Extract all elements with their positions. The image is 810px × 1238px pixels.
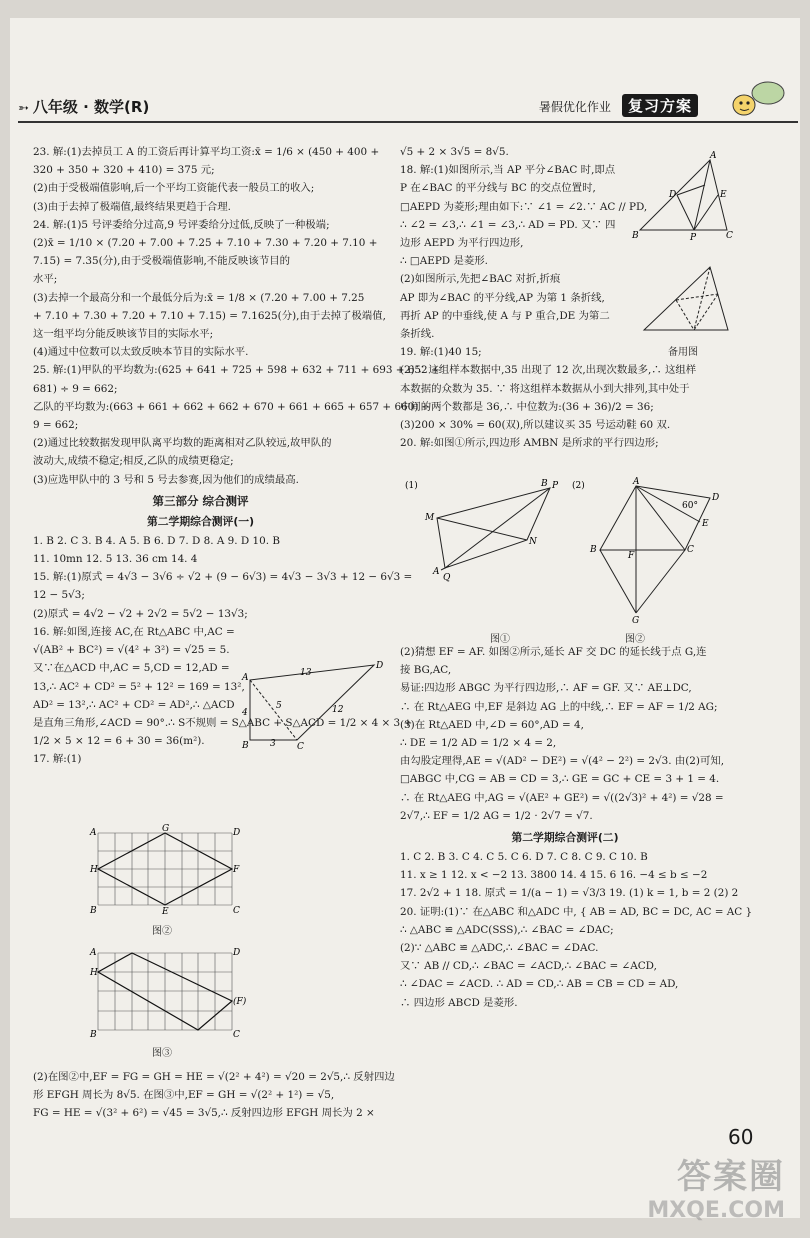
text-line: (4)通过中位数可以太致反映本节目的实际水平.: [33, 346, 249, 359]
header-left: [18, 96, 149, 117]
svg-text:60°: 60°: [682, 501, 698, 511]
text-line: 由勾股定理得,AE = √(AD² − DE²) = √(4² − 2²) = 2√3. 由(2)可知,: [400, 755, 725, 768]
text-line: 接 BG,AC,: [400, 664, 452, 677]
text-line: (3)去掉一个最高分和一个最低分后为:x̄ = 1/8 × (7.20 + 7.00 + 7.25: [33, 291, 365, 304]
text-line: (3)应选甲队中的 3 号和 5 号去参赛,因为他们的成绩最高.: [33, 473, 299, 486]
arrow-icon: ➳: [18, 101, 29, 116]
bee-mascot-icon: [720, 79, 790, 119]
text-line: ∴ 在 Rt△AEG 中,EF 是斜边 AG 上的中线,∴ EF = AF = 1/2 AG;: [400, 700, 718, 713]
text-line: 11. x ≥ 1 12. x < −2 13. 3800 14. 4 15. 6 16. −4 ≤ b ≤ −2: [400, 869, 708, 882]
text-line: 本数据的众数为 35. ∵ 将这组样本数据从小到大排列,其中处于: [400, 382, 690, 395]
text-line: 17. 2√2 + 1 18. 原式 = 1/(a − 1) = √3/3 19. (1) k = 1, b = 2 (2) 2: [400, 887, 739, 900]
svg-text:B: B: [590, 545, 597, 555]
text-line: (2)x̄ = 1/10 × (7.20 + 7.00 + 7.25 + 7.10 + 7.30 + 7.20 + 7.10 +: [33, 237, 378, 250]
text-line: 17. 解:(1): [33, 753, 82, 766]
svg-text:12: 12: [332, 705, 344, 715]
svg-text:F: F: [628, 551, 635, 561]
text-line: 24. 解:(1)5 号评委给分过高,9 号评委给分过低,反映了一种极端;: [33, 218, 330, 231]
text-line: 水平;: [33, 273, 58, 286]
text-line: (2)如图所示,先把∠BAC 对折,折痕: [400, 273, 561, 286]
watermark-logo: 答案圈: [677, 1157, 785, 1197]
svg-text:E: E: [702, 519, 709, 529]
text-line: 16. 解:如图,连接 AC,在 Rt△ABC 中,AC =: [33, 625, 235, 638]
answer-17-part2: [33, 1068, 395, 1123]
text-line: 7.15) = 7.35(分),由于受极端值影响,不能反映该节目的: [33, 255, 290, 268]
text-line: 中间的两个数都是 36,∴ 中位数为:(36 + 36)/2 = 36;: [400, 400, 654, 413]
svg-text:G: G: [632, 616, 640, 626]
text-line: P 在∠BAC 的平分线与 BC 的交点位置时,: [400, 182, 596, 195]
text-line: (2)猜想 EF = AF. 如图②所示,延长 AF 交 DC 的延长线于点 G,连: [400, 646, 707, 658]
text-line: 9 = 662;: [33, 419, 79, 432]
svg-text:D: D: [233, 948, 241, 958]
text-line: 25. 解:(1)甲队的平均数为:(625 + 641 + 725 + 598 + 632 + 711 + 693 + 652 +: [33, 364, 440, 377]
svg-text:A: A: [90, 948, 97, 958]
text-line: 边形 AEPD 为平行四边形,: [400, 237, 524, 250]
text-line: 1. B 2. C 3. B 4. A 5. B 6. D 7. D 8. A 9. D 10. B: [33, 534, 280, 547]
text-line: ∴ △ABC ≌ △ADC(SSS),∴ ∠BAC = ∠DAC;: [400, 923, 614, 936]
text-line: (2)通过比较数据发现甲队离平均数的距离相对乙队较远,故甲队的: [33, 437, 332, 450]
figure-20-parallelogram: [405, 478, 565, 588]
svg-text:13: 13: [300, 668, 312, 678]
text-line: (2)原式 = 4√2 − √2 + 2√2 = 5√2 − 13√3;: [33, 607, 248, 620]
svg-text:A: A: [90, 828, 97, 838]
svg-text:H: H: [90, 968, 98, 978]
test-two-answers: [400, 848, 753, 1012]
svg-text:M: M: [425, 513, 435, 523]
text-line: (3)由于去掉了极端值,最终结果更趋于合理.: [33, 200, 231, 213]
figure-18-rhombus: [632, 150, 733, 243]
text-line: 再折 AP 的中垂线,使 A 与 P 重合,DE 为第二: [400, 309, 610, 322]
svg-text:F: F: [233, 865, 240, 875]
text-line: 23. 解:(1)去掉员工 A 的工资后再计算平均工资:x̄ = 1/6 × (450 + 400 +: [33, 146, 380, 158]
text-line: 18. 解:(1)如图所示,当 AP 平分∠BAC 时,即点: [400, 164, 616, 177]
text-line: ∴ □AEPD 是菱形.: [400, 255, 488, 268]
answer-20-part2: [400, 643, 753, 1012]
page-number: 60: [728, 1125, 754, 1149]
text-line: + 7.10 + 7.30 + 7.20 + 7.10 + 7.15) = 7.1625(分),由于去掉了极端值,: [33, 309, 386, 322]
figure-17-grid-3: [90, 945, 247, 1040]
svg-text:G: G: [162, 824, 170, 834]
figure-18-backup: [636, 262, 736, 337]
text-line: 1. C 2. B 3. C 4. C 5. C 6. D 7. C 8. C 9. C 10. B: [400, 850, 648, 863]
text-line: 又∵ AB // CD,∴ ∠BAC = ∠ACD,∴ ∠BAC = ∠ACD,: [400, 960, 657, 973]
figure-20-kite: [570, 477, 720, 626]
text-line: (2)在图②中,EF = FG = GH = HE = √(2² + 4²) = √20 = 2√5,∴ 反射四边: [33, 1071, 395, 1083]
text-line: 320 + 350 + 320 + 410) = 375 元;: [33, 164, 215, 177]
caption-backup: 备用图: [668, 347, 698, 358]
svg-text:D: D: [376, 661, 384, 671]
text-line: 是直角三角形,∠ACD = 90°.∴ S不规则 = S△ABC + S△ACD = 1/2 × 4 × 3 +: [33, 716, 413, 729]
text-line: 13,∴ AC² + CD² = 5² + 12² = 169 = 13²,: [33, 680, 245, 693]
text-line: FG = HE = √(3² + 6²) = √45 = 3√5,∴ 反射四边形 EFGH 周长为 2 ×: [33, 1107, 375, 1120]
svg-text:B: B: [90, 1030, 97, 1040]
text-line: (2)∵ 这组样本数据中,35 出现了 12 次,出现次数最多,∴ 这组样: [400, 364, 697, 377]
text-line: (2)由于受极端值影响,后一个平均工资能代表一般员工的收入;: [33, 182, 315, 195]
svg-text:A: A: [633, 477, 640, 487]
svg-text:C: C: [233, 1030, 240, 1040]
figure-17-grid-2: [90, 825, 240, 915]
svg-text:N: N: [529, 537, 537, 547]
test-one-title: 第二学期综合测评(一): [146, 514, 255, 528]
svg-text:A: A: [710, 151, 717, 161]
text-line: 12 − 5√3;: [33, 589, 85, 602]
section-title: 第三部分 综合测评: [152, 493, 249, 508]
text-line: ∴ 在 Rt△AEG 中,AG = √(AE² + GE²) = √((2√3)² + 4²) = √28 =: [400, 791, 724, 804]
text-line: 2√7,∴ EF = 1/2 AG = 1/2 · 2√7 = √7.: [400, 809, 593, 822]
brand-logo: 复习方案: [622, 94, 698, 117]
page-header: [18, 85, 798, 123]
text-line: 条折线.: [400, 328, 435, 341]
text-line: 20. 证明:(1)∵ 在△ABC 和△ADC 中, { AB = AD, BC = DC, AC = AC }: [400, 905, 753, 918]
svg-text:P: P: [552, 481, 559, 491]
header-right: [539, 94, 698, 117]
caption-fig-r1: 图①: [490, 634, 510, 645]
text-line: 681) ÷ 9 = 662;: [33, 382, 118, 395]
svg-text:3: 3: [270, 739, 276, 749]
text-line: 又∵在△ACD 中,AC = 5,CD = 12,AD =: [33, 662, 230, 675]
test-two-title: 第二学期综合测评(二): [511, 831, 619, 845]
text-line: 15. 解:(1)原式 = 4√3 − 3√6 ÷ √2 + (9 − 6√3) = 4√3 − 3√3 + 12 − 6√3 =: [33, 571, 413, 584]
svg-text:Q: Q: [443, 573, 451, 583]
text-line: □AEPD 为菱形;理由如下:∵ ∠1 = ∠2.∵ AC // PD,: [400, 200, 648, 213]
text-line: 波动大,成绩不稳定;相反,乙队的成绩更稳定;: [33, 455, 234, 468]
text-line: □ABGC 中,CG = AB = CD = 3,∴ GE = GC + CE = 3 + 1 = 4.: [400, 773, 720, 786]
svg-text:A: A: [242, 673, 249, 683]
text-line: 易证:四边形 ABGC 为平行四边形,∴ AF = GF. 又∵ AE⊥DC,: [400, 682, 692, 695]
series-name: 暑假优化作业: [538, 100, 611, 114]
svg-text:C: C: [726, 231, 733, 241]
text-line: AD² = 13²,∴ AC² + CD² = AD²,∴ △ACD: [33, 698, 235, 711]
text-line: (2)∵ △ABC ≌ △ADC,∴ ∠BAC = ∠DAC.: [400, 941, 599, 954]
text-line: ∴ ∠DAC = ∠ACD. ∴ AD = CD,∴ AB = CB = CD = AD,: [400, 978, 679, 991]
text-line: 19. 解:(1)40 15;: [400, 346, 482, 359]
text-line: 形 EFGH 周长为 8√5. 在图③中,EF = GH = √(2² + 1²) = √5,: [33, 1089, 335, 1102]
caption-fig2: 图②: [152, 926, 172, 937]
grade-subject: 八年级 · 数学(R): [32, 98, 150, 116]
svg-text:E: E: [162, 907, 169, 917]
svg-text:B: B: [632, 231, 639, 241]
text-line: 乙队的平均数为:(663 + 661 + 662 + 662 + 670 + 661 + 665 + 657 + 660) ÷: [33, 400, 431, 413]
svg-text:D: D: [712, 493, 720, 503]
svg-text:5: 5: [276, 701, 282, 711]
watermark-url: MXQE.COM: [647, 1198, 785, 1223]
svg-text:C: C: [233, 906, 240, 916]
svg-text:E: E: [720, 190, 727, 200]
figure-16-quadrilateral: [242, 660, 382, 750]
svg-text:P: P: [690, 233, 697, 243]
svg-text:C: C: [687, 545, 694, 555]
text-line: ∴ DE = 1/2 AD = 1/2 × 4 = 2,: [400, 737, 557, 750]
svg-text:C: C: [297, 742, 304, 752]
text-line: ∴ ∠2 = ∠3,∴ ∠1 = ∠3,∴ AD = PD. 又∵ 四: [400, 218, 616, 231]
text-line: 这一组平均分能反映该节目的实际水平;: [33, 328, 214, 341]
text-line: √(AB² + BC²) = √(4² + 3²) = √25 = 5.: [33, 644, 230, 657]
caption-fig-r2: 图②: [625, 634, 645, 645]
text-line: (3)在 Rt△AED 中,∠D = 60°,AD = 4,: [400, 718, 584, 731]
watermark: [647, 1149, 785, 1223]
text-line: AP 即为∠BAC 的平分线,AP 为第 1 条折线,: [400, 291, 605, 304]
svg-text:(F): (F): [233, 997, 247, 1007]
caption-fig3: 图③: [152, 1048, 172, 1059]
text-line: 1/2 × 5 × 12 = 6 + 30 = 36(m²).: [33, 735, 205, 748]
svg-text:B: B: [90, 906, 97, 916]
text-line: (3)200 × 30% = 60(双),所以建议买 35 号运动鞋 60 双.: [400, 419, 671, 432]
svg-text:D: D: [233, 828, 241, 838]
svg-text:B: B: [242, 741, 249, 751]
text-line: ∴ 四边形 ABCD 是菱形.: [400, 996, 518, 1009]
svg-text:(1): (1): [405, 481, 418, 491]
svg-text:H: H: [90, 865, 98, 875]
svg-text:B: B: [541, 479, 548, 489]
svg-text:4: 4: [242, 708, 248, 718]
text-line: √5 + 2 × 3√5 = 8√5.: [400, 146, 509, 158]
svg-text:A: A: [433, 567, 440, 577]
text-line: 11. 10mn 12. 5 13. 36 cm 14. 4: [33, 553, 198, 566]
text-line: 20. 解:如图①所示,四边形 AMBN 是所求的平行四边形;: [400, 437, 659, 450]
svg-text:D: D: [669, 190, 677, 200]
svg-text:(2): (2): [572, 481, 585, 491]
